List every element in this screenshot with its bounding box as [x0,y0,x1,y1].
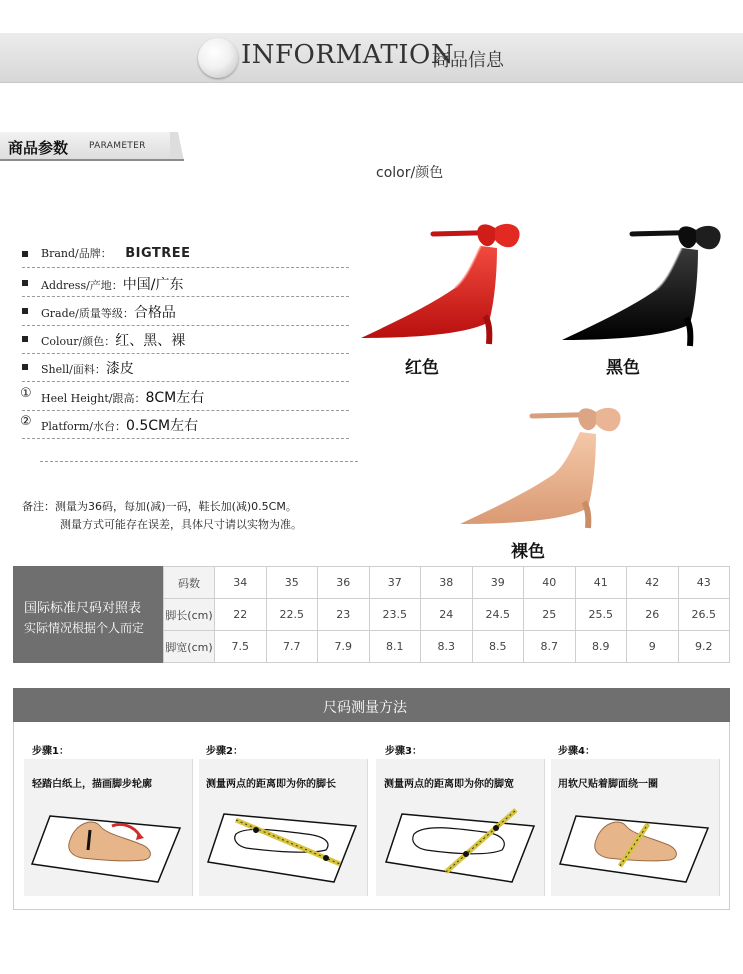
table-cell: 26.5 [678,599,730,631]
param-colour [41,330,185,350]
size-table-title: 国际标准尺码对照表 [24,601,142,616]
step-3-text: 测量两点的距离即为你的脚宽 [384,779,514,790]
table-cell: 24 [421,599,473,631]
param-heel [41,387,204,407]
param-value: 漆皮 [105,361,134,377]
bullet-icon [22,364,28,370]
table-cell: 41 [575,567,627,599]
foot-girth-icon [556,800,716,884]
param-label: Brand/品牌： [41,247,112,260]
table-cell: 22 [215,599,267,631]
param-value: 红、黑、裸 [115,333,186,349]
bullet-icon [22,280,28,286]
table-cell: 42 [627,567,679,599]
param-label: Colour/颜色： [41,335,116,348]
param-divider [40,461,358,462]
param-value: 合格品 [133,305,176,321]
param-value: BIGTREE [125,246,191,261]
note-line-1: 备注：测量为36码，每加(减)一码，鞋长加(减)0.5CM。 [22,500,297,513]
step-2-label: 步骤2： [206,746,243,757]
step-4-label: 步骤4： [558,746,595,757]
section-tag-arrow [170,132,184,161]
bullet-icon [22,336,28,342]
table-row [164,599,730,631]
param-grade [41,302,176,322]
table-cell: 43 [678,567,730,599]
color-label-red: 红色 [405,358,439,378]
table-cell: 38 [421,567,473,599]
bullet-icon [22,251,28,257]
param-shell [41,358,134,378]
table-cell: 7.7 [266,631,318,663]
color-title: color/颜色 [376,165,444,181]
step-4-text: 用软尺贴着脚面绕一圈 [558,779,658,790]
table-row [164,631,730,663]
banner-circle-ornament [198,38,238,78]
table-cell: 8.5 [472,631,524,663]
table-cell: 8.7 [524,631,576,663]
table-cell: 7.5 [215,631,267,663]
red-shoe-image [355,218,535,348]
table-cell: 23 [318,599,370,631]
param-label: Platform/水台： [41,420,126,433]
param-label: Heel Height/跟高： [41,392,146,405]
param-value: 0.5CM左右 [126,418,199,434]
param-value: 8CM左右 [145,390,205,406]
foot-width-icon [384,800,542,884]
banner-title-cn: 商品信息 [432,50,504,71]
step-2-text: 测量两点的距离即为你的脚长 [206,779,336,790]
number-two-icon: ② [20,414,32,429]
table-cell: 25 [524,599,576,631]
table-cell: 36 [318,567,370,599]
row-header: 码数 [164,567,215,599]
table-cell: 34 [215,567,267,599]
table-cell: 26 [627,599,679,631]
color-label-black: 黑色 [606,358,640,378]
param-brand [41,245,191,261]
table-cell: 40 [524,567,576,599]
table-cell: 39 [472,567,524,599]
banner-title-en: INFORMATION [241,40,455,70]
table-cell: 8.3 [421,631,473,663]
param-label: Shell/面料： [41,363,106,376]
color-label-nude: 裸色 [511,542,545,562]
param-platform [41,415,198,435]
bullet-icon [22,308,28,314]
param-value: 中国/广东 [122,277,184,293]
table-cell: 9.2 [678,631,730,663]
table-cell: 8.9 [575,631,627,663]
table-cell: 7.9 [318,631,370,663]
number-one-icon: ① [20,386,32,401]
note-line-2: 测量方式可能存在误差，具体尺寸请以实物为准。 [60,518,302,531]
param-label: Grade/质量等级： [41,307,134,320]
foot-length-icon [206,800,364,884]
table-cell: 24.5 [472,599,524,631]
table-cell: 23.5 [369,599,421,631]
size-table-subtitle: 实际情况根据个人而定 [24,621,145,635]
table-cell: 9 [627,631,679,663]
foot-outline-icon [30,800,188,884]
param-address [41,274,184,294]
table-row [164,567,730,599]
table-cell: 22.5 [266,599,318,631]
section-title-cn: 商品参数 [8,139,69,157]
table-cell: 8.1 [369,631,421,663]
black-shoe-image [558,218,733,348]
step-1-label: 步骤1： [32,746,69,757]
nude-shoe-image [456,400,631,530]
section-title-en: PARAMETER [89,141,146,151]
table-cell: 35 [266,567,318,599]
row-header: 脚长(cm) [164,599,215,631]
param-label: Address/产地： [41,279,123,292]
table-cell: 25.5 [575,599,627,631]
step-3-label: 步骤3： [385,746,422,757]
table-cell: 37 [369,567,421,599]
measure-title: 尺码测量方法 [323,700,407,716]
size-table [163,566,730,663]
step-1-text: 轻踏白纸上，描画脚步轮廓 [32,779,152,790]
row-header: 脚宽(cm) [164,631,215,663]
